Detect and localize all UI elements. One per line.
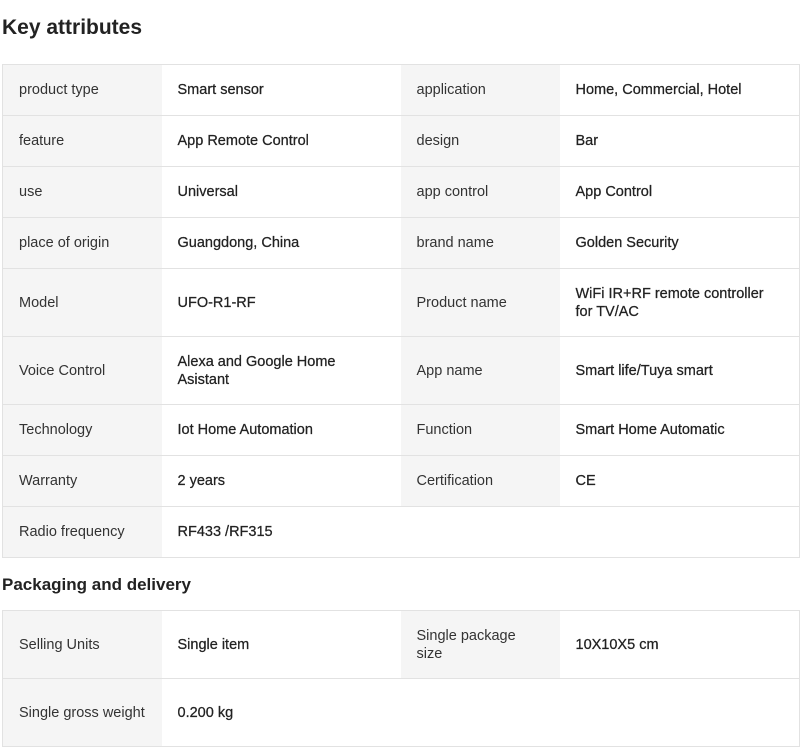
empty-cell [401, 507, 800, 558]
attribute-label: App name [401, 337, 560, 405]
attribute-row [3, 405, 800, 456]
attribute-row [3, 611, 800, 679]
attribute-value: App Control [560, 167, 800, 218]
attribute-label: Function [401, 405, 560, 456]
attribute-label: Model [3, 269, 162, 337]
attribute-value: 2 years [162, 456, 401, 507]
attribute-value: WiFi IR+RF remote controller for TV/AC [560, 269, 800, 337]
attribute-label: Technology [3, 405, 162, 456]
attribute-value: Smart Home Automatic [560, 405, 800, 456]
attribute-row [3, 218, 800, 269]
attribute-label: brand name [401, 218, 560, 269]
empty-cell [401, 679, 800, 747]
attribute-label: Certification [401, 456, 560, 507]
attribute-value: Bar [560, 116, 800, 167]
attribute-value: 0.200 kg [162, 679, 401, 747]
attribute-value: 10X10X5 cm [560, 611, 800, 679]
attribute-value: Smart life/Tuya smart [560, 337, 800, 405]
attribute-label: feature [3, 116, 162, 167]
attribute-label: Single package size [401, 611, 560, 679]
key-attributes-table [2, 64, 800, 558]
packaging-table [2, 610, 800, 747]
attribute-row [3, 337, 800, 405]
attribute-value: RF433 /RF315 [162, 507, 401, 558]
packaging-title: Packaging and delivery [2, 575, 191, 594]
attribute-value: Alexa and Google Home Asistant [162, 337, 401, 405]
attribute-row [3, 116, 800, 167]
attribute-label: Radio frequency [3, 507, 162, 558]
attribute-value: Guangdong, China [162, 218, 401, 269]
attribute-row [3, 456, 800, 507]
attribute-value: Home, Commercial, Hotel [560, 65, 800, 116]
attribute-value: Universal [162, 167, 401, 218]
key-attributes-title: Key attributes [2, 16, 143, 39]
attribute-label: Product name [401, 269, 560, 337]
attribute-value: Golden Security [560, 218, 800, 269]
attribute-label: product type [3, 65, 162, 116]
attribute-row [3, 507, 800, 558]
attribute-row [3, 65, 800, 116]
attribute-value: App Remote Control [162, 116, 401, 167]
attribute-row [3, 167, 800, 218]
attribute-value: CE [560, 456, 800, 507]
attribute-label: place of origin [3, 218, 162, 269]
attribute-row [3, 679, 800, 747]
attribute-row [3, 269, 800, 337]
attribute-value: Iot Home Automation [162, 405, 401, 456]
attribute-label: application [401, 65, 560, 116]
attribute-label: design [401, 116, 560, 167]
attribute-label: Warranty [3, 456, 162, 507]
attribute-value: UFO-R1-RF [162, 269, 401, 337]
attribute-value: Single item [162, 611, 401, 679]
attribute-label: use [3, 167, 162, 218]
attribute-value: Smart sensor [162, 65, 401, 116]
attribute-label: Voice Control [3, 337, 162, 405]
attribute-label: Selling Units [3, 611, 162, 679]
attribute-label: app control [401, 167, 560, 218]
attribute-label: Single gross weight [3, 679, 162, 747]
